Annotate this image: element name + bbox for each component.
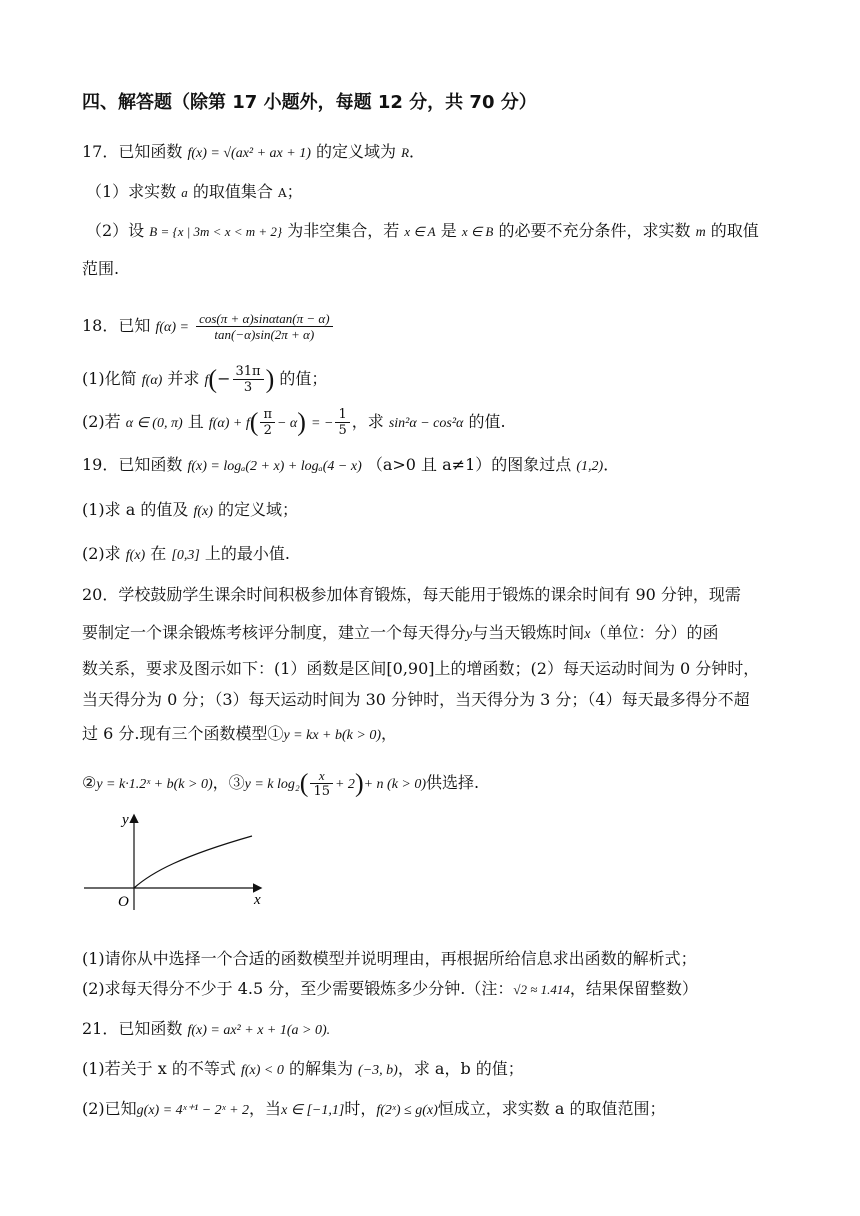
q21-part1-text-b: 的解集为 bbox=[288, 1059, 353, 1078]
q17-function: f(x) = √(ax² + ax + 1) bbox=[187, 146, 311, 161]
q20-model-3-fraction bbox=[310, 768, 333, 799]
q19-part2-tail: 上的最小值. bbox=[204, 544, 290, 563]
q18-part1 bbox=[82, 360, 790, 400]
right-paren-icon: ) bbox=[265, 364, 275, 394]
section-heading bbox=[82, 92, 790, 114]
q18-lead: 18．已知 bbox=[82, 316, 151, 335]
q20-text-l2a: 要制定一个课余锻炼考核评分制度，建立一个每天得分 bbox=[82, 623, 467, 642]
q18-part1-fraction bbox=[233, 364, 264, 395]
q17-part1 bbox=[86, 181, 790, 204]
q19-function: f(x) = logₐ(2 + x) + logₐ(4 − x) bbox=[187, 459, 362, 474]
right-paren-icon: ) bbox=[297, 407, 306, 437]
q20-part1-text: (1)请你从中选择一个合适的函数模型并说明理由，再根据所给信息求出函数的解析式； bbox=[82, 949, 697, 968]
left-paren-icon: ( bbox=[208, 364, 218, 394]
q20-text-l1: 20．学校鼓励学生课余时间积极参加体育锻炼，每天能用于锻炼的课余时间有 90 分钟，现需 bbox=[82, 585, 741, 604]
q18-part2-eq: = − bbox=[311, 416, 334, 431]
q19-part1-f: f(x) bbox=[193, 504, 213, 519]
q18-part2-fraction bbox=[260, 407, 275, 438]
q20-text-l5b: ， bbox=[380, 724, 397, 743]
q20-graph bbox=[82, 812, 272, 912]
q20-part2-text-a: (2)求每天得分不少于 4.5 分，至少需要锻炼多少分钟.（注： bbox=[82, 979, 514, 998]
q19-stem bbox=[82, 454, 790, 478]
q20-part1 bbox=[82, 948, 790, 970]
q18-stem bbox=[82, 306, 790, 350]
q17-part2-var: m bbox=[695, 225, 706, 240]
q18-part2-text-c: ，求 bbox=[351, 412, 384, 431]
q21-lead: 21．已知函数 bbox=[82, 1019, 183, 1038]
q21-part2-domain: x ∈ [−1,1] bbox=[281, 1103, 345, 1118]
q17-part1-var: a bbox=[181, 185, 188, 200]
q20-text-l5a: 过 6 分.现有三个函数模型① bbox=[82, 724, 284, 743]
q18-fraction bbox=[196, 311, 332, 342]
q18-part1-den: 3 bbox=[243, 380, 253, 395]
x-axis-label: x bbox=[254, 892, 261, 908]
q17-part2-text-b: 为非空集合，若 bbox=[287, 221, 400, 240]
q17-end: ． bbox=[409, 142, 426, 161]
q20-text-l3: 数关系，要求及图示如下：(1）函数是区间[0,90]上的增函数；(2）每天运动时间为 0 分钟时， bbox=[82, 659, 760, 678]
q17-part2-text-f: 的必要不充分条件，求实数 bbox=[498, 221, 691, 240]
q21-part2-g: g(x) = 4ˣ⁺¹ − 2ˣ + 2 bbox=[136, 1103, 250, 1118]
q20-part2 bbox=[82, 978, 790, 1001]
q19-part2-label: (2)求 bbox=[82, 544, 121, 563]
q19-part1 bbox=[82, 499, 790, 523]
right-paren-icon: ) bbox=[354, 768, 364, 798]
q18-part1-neg: − bbox=[217, 369, 231, 388]
q18-part2-result bbox=[335, 407, 349, 438]
q18-part2-text-b: 且 bbox=[187, 412, 204, 431]
q18-part2-expr1: f(α) + f bbox=[208, 416, 250, 431]
q20-model-2: y = k·1.2ˣ + b(k > 0) bbox=[96, 777, 213, 792]
q17-stem bbox=[82, 141, 790, 165]
q20-marker-3: ，③ bbox=[212, 773, 245, 792]
q20-text-l4: 当天得分为 0 分；（3）每天运动时间为 30 分钟时，当天得分为 3 分；（4）每天最多得分不超 bbox=[82, 690, 750, 709]
q18-part2-den: 2 bbox=[263, 423, 272, 438]
q18-part1-label: (1)化简 bbox=[82, 369, 137, 388]
q19-part2-interval: [0,3] bbox=[171, 548, 200, 563]
q21-part2 bbox=[82, 1098, 790, 1122]
q19-part1-label: (1)求 a 的值及 bbox=[82, 500, 189, 519]
q17-part1-label: （1）求实数 bbox=[86, 182, 177, 201]
q19-condition: （a>0 且 a≠1）的图象过点 bbox=[366, 455, 572, 474]
q21-function: f(x) = ax² + x + 1(a > 0). bbox=[187, 1023, 331, 1038]
q20-model-3-num: x bbox=[310, 768, 333, 784]
q18-denominator: tan(−α)sin(2π + α) bbox=[214, 327, 315, 342]
q18-part2-text-d: 的值. bbox=[468, 412, 506, 431]
section-title: 四、解答题（除第 17 小题外，每题 12 分，共 70 分） bbox=[82, 92, 537, 113]
q21-part2-text-b: ，当 bbox=[249, 1099, 282, 1118]
q21-part1-ineq: f(x) < 0 bbox=[240, 1063, 284, 1078]
q18-part1-text-b: 并求 bbox=[167, 369, 200, 388]
q17-part2-continuation: 范围. bbox=[82, 259, 120, 278]
q21-part2-ineq: f(2ˣ) ≤ g(x) bbox=[376, 1103, 438, 1118]
q19-lead: 19．已知函数 bbox=[82, 455, 183, 474]
q17-part1-set: A bbox=[277, 186, 287, 200]
origin-label: O bbox=[118, 894, 129, 910]
q20-text-l2c: （单位：分）的函 bbox=[590, 623, 719, 642]
q17-domain-letter: R bbox=[401, 145, 410, 160]
q21-part2-text-a: (2)已知 bbox=[82, 1099, 137, 1118]
q17-part2-label: （2）设 bbox=[86, 221, 145, 240]
q18-part2-num: π bbox=[260, 407, 275, 423]
q21-part2-text-c: 时， bbox=[344, 1099, 377, 1118]
q20-model-3a: y = k log₂ bbox=[244, 777, 300, 792]
q17-part2-cond-b: x ∈ B bbox=[461, 224, 494, 239]
q17-part2-cont bbox=[82, 258, 790, 280]
q21-stem bbox=[82, 1018, 790, 1042]
left-paren-icon: ( bbox=[249, 407, 259, 437]
q19-part2-mid: 在 bbox=[150, 544, 167, 563]
q20-line6 bbox=[82, 764, 790, 804]
q20-var-y: y bbox=[466, 627, 473, 642]
q17-part2-cond-a: x ∈ A bbox=[404, 224, 436, 239]
q18-lhs: f(α) = bbox=[155, 320, 189, 335]
q20-var-x: x bbox=[584, 627, 591, 642]
q20-model-3c: + n (k > 0) bbox=[363, 777, 427, 792]
q20-line1 bbox=[82, 584, 790, 606]
q20-line4 bbox=[82, 689, 790, 711]
q20-text-l6c: 供选择. bbox=[426, 773, 480, 792]
q17-part2 bbox=[86, 220, 790, 244]
q20-part2-text-b: ，结果保留整数） bbox=[569, 979, 698, 998]
q20-model-3-den: 15 bbox=[313, 784, 330, 799]
q20-model-3b: + 2 bbox=[334, 777, 355, 792]
q17-part2-text-d: 是 bbox=[440, 221, 457, 240]
q18-part2-cond: α ∈ (0, π) bbox=[125, 416, 183, 431]
growth-curve bbox=[134, 836, 252, 888]
left-paren-icon: ( bbox=[299, 768, 309, 798]
q19-end: ． bbox=[603, 455, 620, 474]
y-axis-label: y bbox=[122, 812, 129, 828]
q20-line5 bbox=[82, 723, 790, 747]
q19-part2-f: f(x) bbox=[125, 548, 146, 563]
q20-line3 bbox=[82, 658, 790, 680]
q21-part2-text-d: 恒成立，求实数 a 的取值范围； bbox=[437, 1099, 666, 1118]
q20-model-1: y = kx + b(k > 0) bbox=[283, 728, 381, 743]
q17-tail: 的定义域为 bbox=[315, 142, 396, 161]
q21-part1-text-a: (1)若关于 x 的不等式 bbox=[82, 1059, 236, 1078]
q18-part1-text-c: 的值； bbox=[279, 369, 328, 388]
q18-part1-f: f(α) bbox=[141, 373, 163, 388]
q20-marker-2: ② bbox=[82, 773, 97, 792]
q18-part1-num: 31π bbox=[233, 364, 264, 380]
q18-part2-label: (2)若 bbox=[82, 412, 121, 431]
q20-text-l2b: 与当天锻炼时间 bbox=[472, 623, 585, 642]
q18-part2-rnum: 1 bbox=[335, 407, 349, 423]
q20-part2-note: √2 ≈ 1.414 bbox=[513, 982, 570, 997]
q18-part1-fpre: f bbox=[204, 373, 209, 388]
q21-part1 bbox=[82, 1058, 790, 1082]
q21-part1-set: (−3, b) bbox=[358, 1063, 398, 1078]
q18-numerator: cos(π + α)sinαtan(π − α) bbox=[196, 311, 332, 327]
q19-part1-tail: 的定义域； bbox=[218, 500, 299, 519]
q17-part1-tail: 的取值集合 bbox=[192, 182, 273, 201]
q18-part2 bbox=[82, 403, 790, 443]
q18-part2-expr3: sin²α − cos²α bbox=[388, 416, 464, 431]
q17-part1-end: ； bbox=[286, 182, 303, 201]
q17-lead: 17．已知函数 bbox=[82, 142, 183, 161]
q19-point: (1,2) bbox=[576, 459, 604, 474]
q19-part2 bbox=[82, 543, 790, 567]
q18-part2-rden: 5 bbox=[338, 423, 347, 438]
q21-part1-text-c: ，求 a，b 的值； bbox=[397, 1059, 524, 1078]
q17-part2-text-g: 的取值 bbox=[710, 221, 759, 240]
q17-part2-set: B = {x | 3m < x < m + 2} bbox=[149, 224, 283, 239]
q20-line2 bbox=[82, 622, 790, 646]
q18-part2-expr2: − α bbox=[276, 416, 298, 431]
